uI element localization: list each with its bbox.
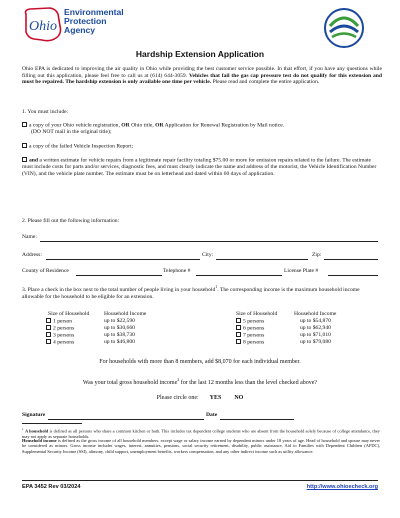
footnote-2	[22, 438, 380, 454]
contact-row	[22, 268, 378, 276]
city-field[interactable]	[216, 259, 308, 260]
or-word: OR	[121, 122, 130, 129]
echeck-website-link[interactable]: http://www.ohioecheck.org	[306, 484, 378, 490]
footnote-text: is defined as all persons who share a common kitchen or bath. This includes tax dependent college students who are absent from the household solely because of college attendance, they may not apply as separate households.	[22, 428, 380, 439]
household-size: 2 persons	[53, 325, 75, 332]
zip-field[interactable]	[324, 259, 378, 260]
intro-text: Ohio EPA is dedicated to improving the air quality in Ohio while providing the best customer service possible. In that effort, if you have any questions while filling out this application, please feel free to call us at (614) 644-3059.	[22, 66, 382, 79]
household-size: 4 persons	[53, 339, 75, 346]
county-field[interactable]	[76, 275, 162, 276]
circle-one-row	[0, 395, 400, 401]
household-size: 3 persons	[53, 332, 75, 339]
requirement-text: a copy of your Ohio vehicle registration,	[29, 122, 122, 129]
form-revision: EPA 3452 Rev 03/2024	[22, 484, 81, 490]
household-size: 8 persons	[243, 339, 265, 346]
logo-line-agency: Agency	[64, 25, 96, 35]
yes-option[interactable]: YES	[209, 395, 222, 401]
household-checkbox[interactable]	[236, 339, 241, 344]
date-field[interactable]	[220, 419, 294, 420]
household-checkbox[interactable]	[46, 318, 51, 323]
license-plate-field[interactable]	[328, 275, 378, 276]
or-word: OR	[155, 122, 164, 129]
address-label: Address:	[22, 252, 42, 258]
intro-warning: Vehicles that fail the gas cap pressure test do not qualify for this extension and must be repaired. The hardship extension is only available one time per vehicle.	[22, 72, 382, 86]
repair-estimate-checkbox[interactable]	[22, 157, 27, 162]
telephone-field[interactable]	[196, 275, 282, 276]
section-3-text: . The corresponding income is the maximum household income allowable for the household to be eligible for an extension.	[22, 286, 360, 300]
footnote-ref-2: 2	[177, 377, 180, 382]
household-size: 5 persons	[243, 318, 265, 325]
section-2-heading: 2. Please fill out the following information:	[22, 218, 120, 224]
svg-text:Ohio: Ohio	[29, 19, 57, 34]
income-table-right	[236, 311, 376, 351]
requirement-text: Application for Renewal Registration by Mail notice.	[163, 122, 285, 129]
size-column-header: Size of Household	[236, 311, 278, 317]
date-label: Date	[206, 412, 218, 418]
requirement-note: (DO NOT mail in the original title);	[31, 129, 112, 136]
question-text: for the last 12 months less than the level checked above?	[179, 380, 318, 386]
zip-label: Zip:	[312, 252, 322, 258]
requirement-text: a copy of the failed Vehicle Inspection Report;	[29, 143, 134, 150]
income-limit: up to $30,660	[104, 325, 135, 331]
requirement-text: Ohio title,	[129, 122, 156, 129]
address-row	[22, 252, 378, 260]
household-checkbox[interactable]	[236, 332, 241, 337]
county-label: County of Residence	[22, 268, 69, 274]
income-limit: up to $54,870	[300, 318, 331, 324]
telephone-label: Telephone #	[163, 268, 191, 274]
size-column-header: Size of Household	[48, 311, 90, 317]
footer-divider	[22, 480, 378, 481]
name-row	[22, 234, 378, 242]
signature-row	[22, 412, 378, 420]
page-title: Hardship Extension Application	[135, 49, 265, 59]
requirement-registration	[22, 122, 378, 136]
city-label: City:	[202, 252, 214, 258]
ohio-epa-logo	[20, 6, 124, 46]
section-3-text: 3. Place a check in the box next to the total number of people living in your household	[22, 286, 216, 293]
footnote-term: A household	[24, 428, 49, 434]
name-label: Name:	[22, 234, 37, 240]
license-plate-label: License Plate #	[284, 268, 319, 274]
no-option[interactable]: NO	[234, 395, 244, 401]
income-table-left	[46, 311, 176, 351]
income-limit: up to $71,010	[300, 332, 331, 338]
household-checkbox[interactable]	[46, 339, 51, 344]
footnote-ref-1: 1	[215, 284, 218, 289]
and-word: and	[29, 157, 39, 164]
household-option[interactable]	[46, 339, 74, 347]
logo-line-environmental: Environmental	[64, 7, 124, 17]
name-field[interactable]	[40, 241, 378, 242]
additional-member-note: For households with more than 8 members, add $8,070 for each individual member.	[99, 359, 301, 365]
question-text: Was your total gross household income	[82, 380, 178, 386]
footnote-number: 1	[22, 427, 24, 431]
household-option[interactable]	[236, 339, 264, 347]
household-size: 6 persons	[243, 325, 265, 332]
section-1-heading: 1. You must include:	[22, 109, 69, 115]
income-limit: up to $62,940	[300, 325, 331, 331]
household-size: 1 person	[53, 318, 73, 325]
household-checkbox[interactable]	[236, 325, 241, 330]
signature-field[interactable]	[48, 419, 204, 420]
income-limit: up to $22,590	[104, 318, 135, 324]
echeck-emblem-icon	[322, 6, 366, 50]
signature-label: Signature	[22, 412, 46, 418]
address-field[interactable]	[46, 259, 200, 260]
footnote-text: is defined as the gross income of all household members, except wage or salary income earned by dependent minors under 18 years of age. Head of household and spouse may never be considered as minors. Gross income includes wages, interest, annuities, pensions, social security retirement, disability, public assistance, Aid to Families with Dependent Children (AFDC), Supplemental Security Income (SSI), alimony, child support, unemployment benefits, workers compensation, and any other indirect income such as utility allowance.	[22, 438, 380, 454]
intro-instruction: Please read and complete the entire application.	[211, 79, 320, 86]
income-limit: up to $38,730	[104, 332, 135, 338]
footnote-divider	[22, 423, 82, 424]
footnote-term: Household income	[22, 438, 57, 443]
ohio-state-outline-icon	[20, 6, 64, 44]
circle-one-label: Please circle one:	[156, 395, 199, 401]
income-column-header: Household Income	[294, 311, 337, 317]
income-limit: up to $79,080	[300, 339, 331, 345]
requirement-text: a written estimate for vehicle repairs from a legitimate repair facility totaling $75.00 or more for emission repairs related to the failure. The estimate must include costs for parts and/or services, diagnostic fees, and must clearly indicate the name and address of the motorist, the Vehicle Identification Number (VIN), and the vehicle plate number. The estimate must be on letterhead and dated within 60 days of application.	[22, 157, 377, 177]
registration-checkbox[interactable]	[22, 122, 27, 127]
income-question	[0, 377, 400, 386]
intro-paragraph	[22, 66, 382, 86]
requirement-inspection-report	[22, 143, 378, 150]
requirement-repair-estimate	[22, 157, 378, 178]
household-size: 7 persons	[243, 332, 265, 339]
household-checkbox[interactable]	[46, 332, 51, 337]
logo-line-protection: Protection	[64, 16, 107, 26]
household-checkbox[interactable]	[236, 318, 241, 323]
section-3-instructions	[22, 284, 380, 300]
household-checkbox[interactable]	[46, 325, 51, 330]
agency-name	[64, 8, 124, 35]
income-column-header: Household Income	[104, 311, 147, 317]
income-limit: up to $46,800	[104, 339, 135, 345]
inspection-report-checkbox[interactable]	[22, 143, 27, 148]
